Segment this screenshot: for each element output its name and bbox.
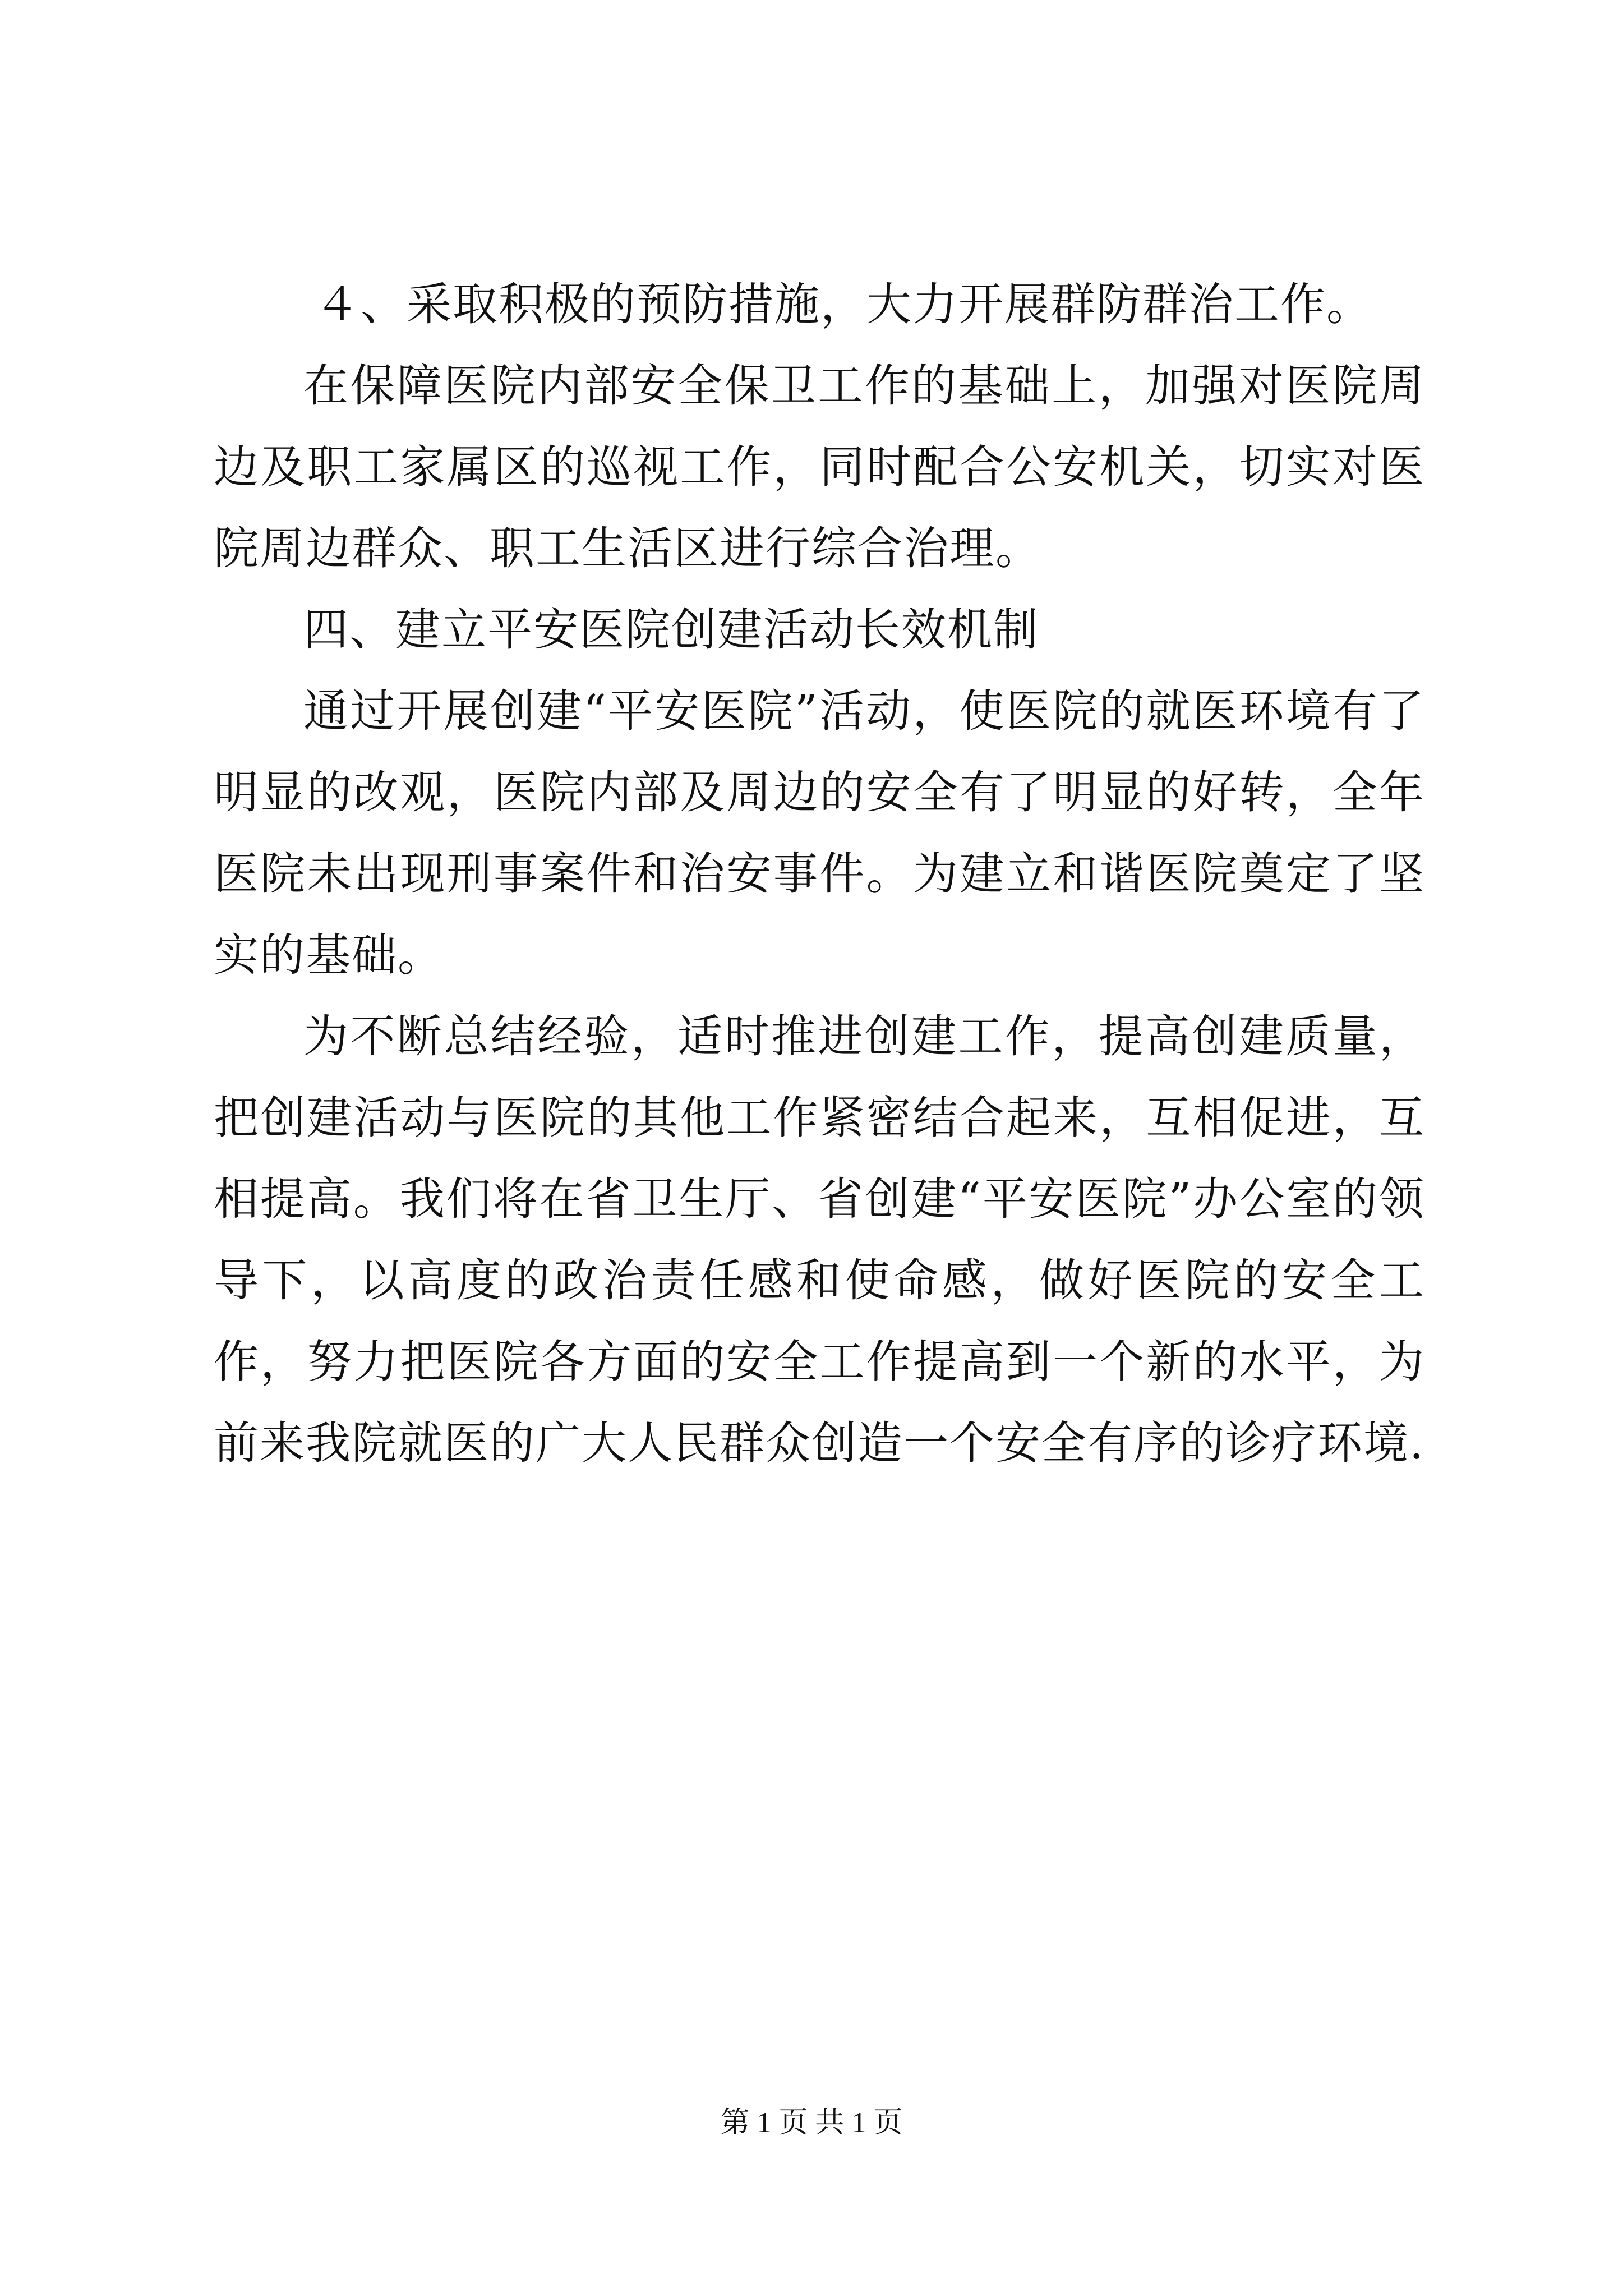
section-heading-4: 四、建立平安医院创建活动长效机制 (303, 604, 1039, 656)
paragraph-measure-4: ４、采取积极的预防措施，大力开展群防群治工作。 (315, 278, 1372, 330)
document-body (214, 264, 1425, 1484)
page-number-footer: 第 1 页 共 1 页 (720, 2107, 903, 2139)
paragraph-security-patrol: 在保障医院内部安全保卫工作的基础上，加强对医院周边及职工家属区的巡视工作，同时配合公安机关，切实对医院周边群众、职工生活区进行综合治理。 (214, 360, 1425, 574)
paragraph-results: 通过开展创建“平安医院”活动，使医院的就医环境有了明显的改观，医院内部及周边的安全有了明显的好转，全年医院未出现刑事案件和治安事件。为建立和谐医院奠定了坚实的基础。 (214, 685, 1425, 981)
paragraph-future-plans: 为不断总结经验，适时推进创建工作，提高创建质量，把创建活动与医院的其他工作紧密结合起来，互相促进，互相提高。我们将在省卫生厅、省创建“平安医院”办公室的领导下，以高度的政治责任感和使命感，做好医院的安全工作，努力把医院各方面的安全工作提高到一个新的水平，为前来我院就医的广大人民群众创造一个安全有序的诊疗环境. (214, 1010, 1425, 1469)
